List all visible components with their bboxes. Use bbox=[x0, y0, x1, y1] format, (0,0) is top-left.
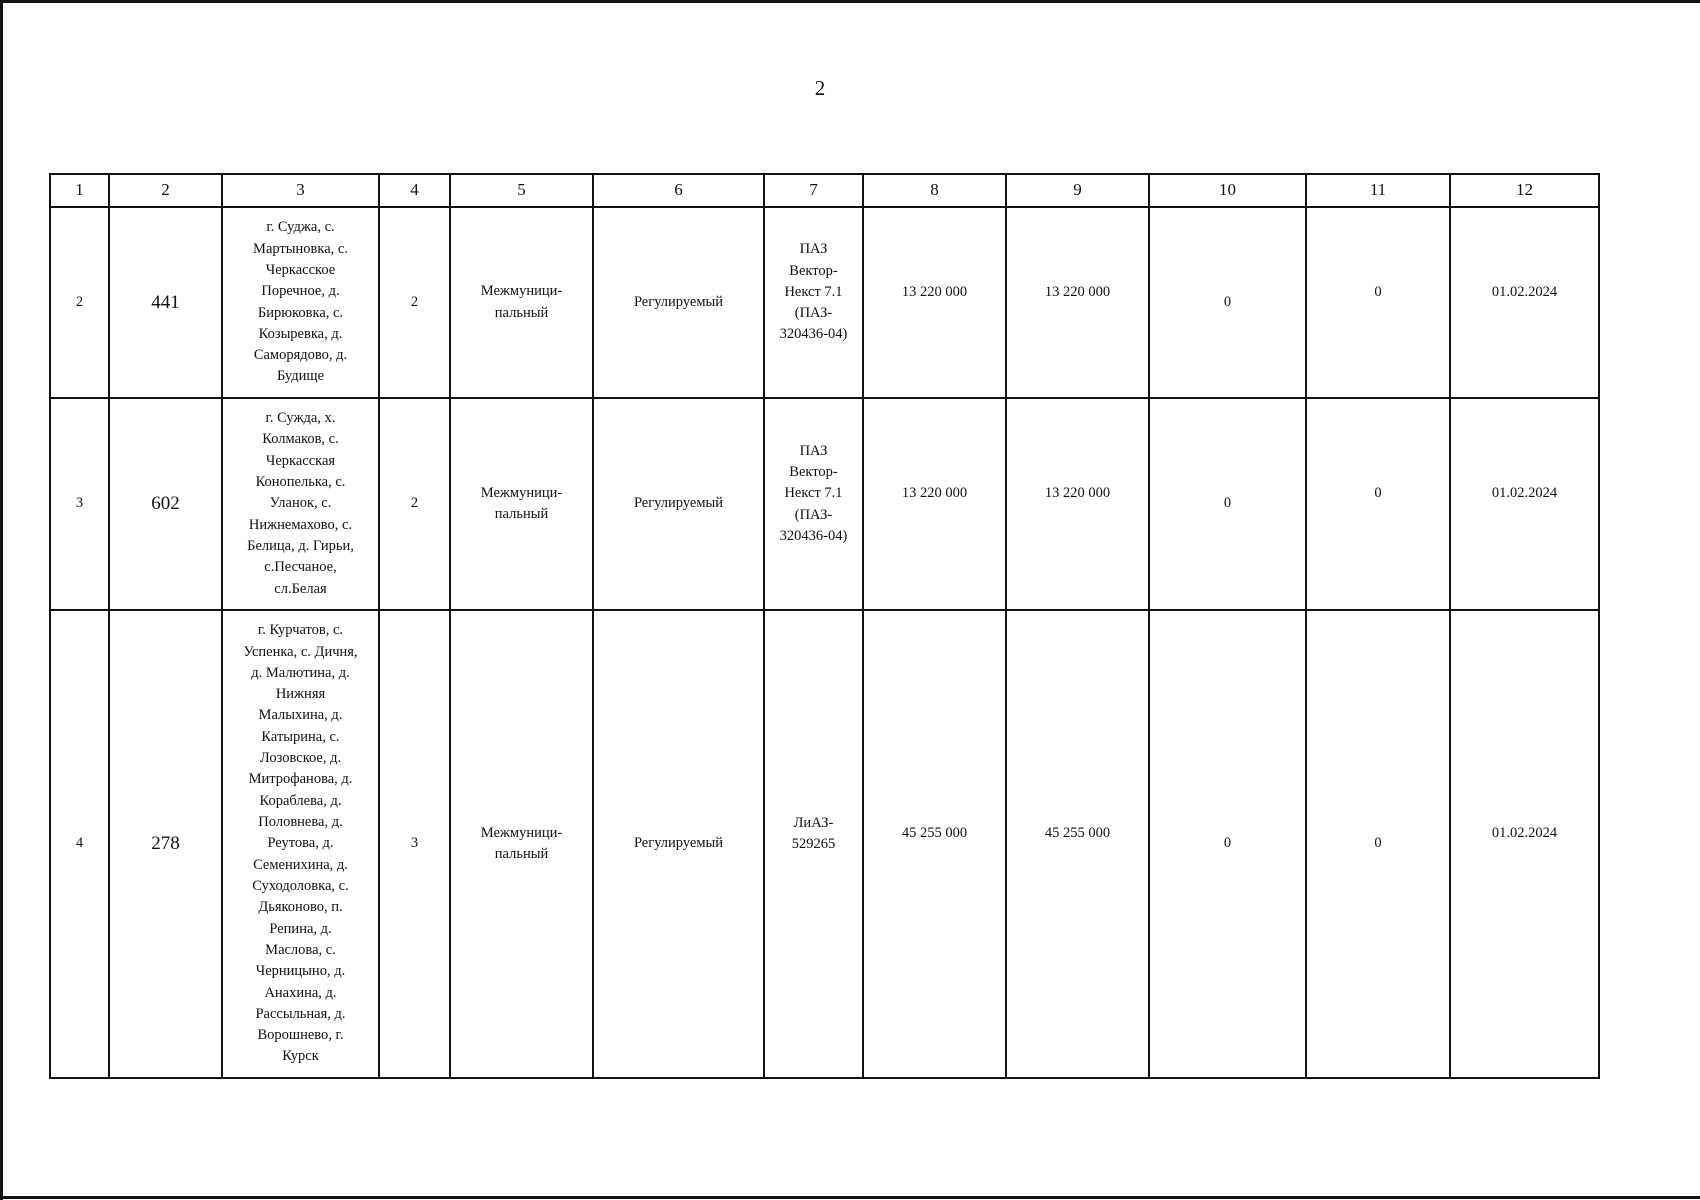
stop-line: Половнева, д. bbox=[258, 814, 343, 831]
stop-line: Успенка, с. Дичня, bbox=[243, 643, 358, 660]
row-index: 4 bbox=[50, 610, 109, 1078]
stop-line: Белица, д. Гирьи, bbox=[247, 537, 354, 554]
route-type-line: Межмуници- bbox=[480, 484, 563, 501]
route-type-line: пальный bbox=[494, 304, 549, 321]
header-cell: 12 bbox=[1450, 174, 1599, 207]
stop-line: Семенихина, д. bbox=[253, 856, 348, 873]
stop-line: Катырина, с. bbox=[261, 728, 340, 745]
scan-edge-top bbox=[0, 0, 1700, 3]
route-type-line: Межмуници- bbox=[480, 283, 563, 300]
route-stops bbox=[222, 398, 379, 610]
amount-col9 bbox=[1006, 610, 1149, 1078]
tariff-type: Регулируемый bbox=[593, 398, 764, 610]
amount-col9 bbox=[1006, 207, 1149, 398]
cell-col4: 2 bbox=[379, 398, 450, 610]
stop-line: г. Сужда, х. bbox=[265, 410, 336, 427]
row-index: 2 bbox=[50, 207, 109, 398]
stop-line: Лозовское, д. bbox=[259, 750, 342, 767]
vehicle-model bbox=[764, 398, 863, 610]
amount-value: 13 220 000 bbox=[901, 283, 968, 300]
vehicle-line: 320436-04) bbox=[779, 527, 848, 544]
stop-line: Дьяконово, п. bbox=[258, 899, 343, 916]
vehicle-line: Вектор- bbox=[789, 262, 838, 279]
header-cell: 4 bbox=[379, 174, 450, 207]
stop-line: Бирюковка, с. bbox=[257, 304, 344, 321]
cell-col10: 0 bbox=[1149, 207, 1306, 398]
stop-line: Кораблева, д. bbox=[259, 792, 342, 809]
route-type-line: пальный bbox=[494, 506, 549, 522]
route-number: 278 bbox=[109, 610, 222, 1078]
header-cell: 8 bbox=[863, 174, 1006, 207]
cell-col4: 3 bbox=[379, 610, 450, 1078]
header-cell: 9 bbox=[1006, 174, 1149, 207]
header-cell: 2 bbox=[109, 174, 222, 207]
stop-line: Конопелька, с. bbox=[255, 474, 346, 491]
vehicle-line: 320436-04) bbox=[779, 326, 848, 343]
vehicle-line: 529265 bbox=[791, 836, 836, 852]
amount-value: 13 220 000 bbox=[901, 485, 968, 502]
table-row bbox=[50, 610, 1599, 1078]
vehicle-model bbox=[764, 610, 863, 1078]
header-cell: 3 bbox=[222, 174, 379, 207]
stop-line: с.Песчаное, bbox=[264, 559, 337, 576]
vehicle-model bbox=[764, 207, 863, 398]
stop-line: Поречное, д. bbox=[261, 283, 340, 300]
amount-value: 13 220 000 bbox=[1044, 283, 1111, 300]
stop-line: Козыревка, д. bbox=[258, 325, 343, 342]
route-type bbox=[450, 610, 593, 1078]
stop-line: Черкасская bbox=[265, 452, 336, 469]
vehicle-line: ПАЗ bbox=[799, 442, 828, 459]
route-type-line: пальный bbox=[494, 846, 549, 862]
stop-line: сл.Белая bbox=[274, 580, 327, 597]
cell-col10: 0 bbox=[1149, 610, 1306, 1078]
table-row bbox=[50, 398, 1599, 610]
amount-col8 bbox=[863, 207, 1006, 398]
route-table bbox=[49, 173, 1600, 1079]
vehicle-line: ЛиАЗ- bbox=[793, 814, 834, 831]
route-type bbox=[450, 398, 593, 610]
cell-value: 0 bbox=[1374, 485, 1382, 502]
stop-line: Будище bbox=[276, 368, 325, 385]
stop-line: Ворошнево, г. bbox=[257, 1027, 344, 1044]
stop-line: г. Курчатов, с. bbox=[257, 622, 344, 639]
vehicle-line: (ПАЗ- bbox=[794, 506, 833, 523]
scan-edge-bottom bbox=[0, 1196, 1700, 1199]
stop-line: Малыхина, д. bbox=[258, 707, 343, 724]
tariff-type: Регулируемый bbox=[593, 207, 764, 398]
stop-line: Саморядово, д. bbox=[253, 347, 348, 364]
amount-col8 bbox=[863, 610, 1006, 1078]
stop-line: Колмаков, с. bbox=[262, 431, 339, 448]
header-cell: 11 bbox=[1306, 174, 1450, 207]
cell-col11: 0 bbox=[1306, 610, 1450, 1078]
row-index: 3 bbox=[50, 398, 109, 610]
stop-line: Митрофанова, д. bbox=[248, 771, 353, 788]
stop-line: Анахина, д. bbox=[264, 984, 337, 1001]
stop-line: Маслова, с. bbox=[265, 941, 336, 958]
date-cell bbox=[1450, 207, 1599, 398]
vehicle-line: ПАЗ bbox=[799, 241, 828, 258]
vehicle-line: (ПАЗ- bbox=[794, 305, 833, 322]
stop-line: Черкасское bbox=[265, 261, 336, 278]
route-type-line: Межмуници- bbox=[480, 824, 563, 841]
amount-value: 13 220 000 bbox=[1044, 485, 1111, 502]
stop-line: Реутова, д. bbox=[267, 835, 334, 852]
table-header-row bbox=[50, 174, 1599, 207]
stop-line: д. Малютина, д. bbox=[251, 664, 350, 681]
cell-col11 bbox=[1306, 398, 1450, 610]
stop-line: Мартыновка, с. bbox=[253, 240, 348, 257]
vehicle-line: Некст 7.1 bbox=[784, 485, 843, 502]
amount-value: 45 255 000 bbox=[1044, 825, 1111, 842]
page-number: 2 bbox=[814, 76, 826, 100]
stop-line: Суходоловка, с. bbox=[252, 877, 349, 894]
table-row bbox=[50, 207, 1599, 398]
cell-value: 0 bbox=[1374, 283, 1382, 300]
header-cell: 5 bbox=[450, 174, 593, 207]
header-cell: 10 bbox=[1149, 174, 1306, 207]
route-stops bbox=[222, 610, 379, 1078]
route-stops bbox=[222, 207, 379, 398]
header-cell: 6 bbox=[593, 174, 764, 207]
stop-line: г. Суджа, с. bbox=[266, 219, 335, 236]
stop-line: Уланок, с. bbox=[269, 495, 332, 512]
scan-edge-left bbox=[0, 0, 3, 1200]
date-cell bbox=[1450, 610, 1599, 1078]
vehicle-line: Вектор- bbox=[789, 464, 838, 481]
header-cell: 1 bbox=[50, 174, 109, 207]
stop-line: Репина, д. bbox=[269, 920, 332, 937]
route-number: 602 bbox=[109, 398, 222, 610]
route-number: 441 bbox=[109, 207, 222, 398]
date-value: 01.02.2024 bbox=[1491, 283, 1558, 300]
tariff-type: Регулируемый bbox=[593, 610, 764, 1078]
date-cell bbox=[1450, 398, 1599, 610]
amount-col8 bbox=[863, 398, 1006, 610]
cell-col11 bbox=[1306, 207, 1450, 398]
stop-line: Курск bbox=[282, 1048, 319, 1065]
stop-line: Нижняя bbox=[275, 686, 326, 703]
date-value: 01.02.2024 bbox=[1491, 825, 1558, 842]
amount-value: 45 255 000 bbox=[901, 825, 968, 842]
stop-line: Нижнемахово, с. bbox=[248, 516, 353, 533]
header-cell: 7 bbox=[764, 174, 863, 207]
date-value: 01.02.2024 bbox=[1491, 485, 1558, 502]
vehicle-line: Некст 7.1 bbox=[784, 283, 843, 300]
cell-col10: 0 bbox=[1149, 398, 1306, 610]
stop-line: Рассыльная, д. bbox=[255, 1005, 346, 1022]
cell-col4: 2 bbox=[379, 207, 450, 398]
route-type bbox=[450, 207, 593, 398]
stop-line: Черницыно, д. bbox=[255, 963, 346, 980]
amount-col9 bbox=[1006, 398, 1149, 610]
